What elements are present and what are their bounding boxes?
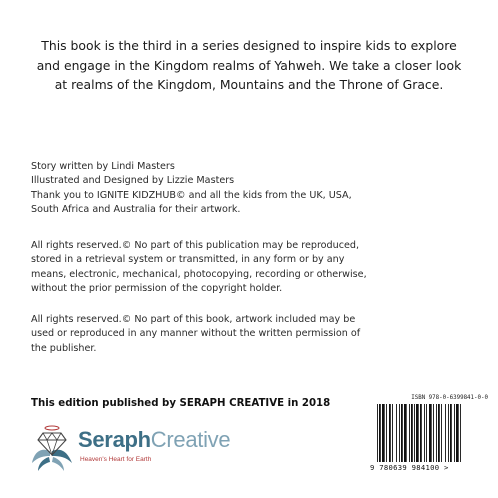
intro-line: This book is the third in a series designed to inspire kids to explore [41,38,457,53]
barcode-bar [392,404,393,462]
publisher-tagline: Heaven's Heart for Earth [80,456,152,463]
isbn-barcode [370,395,488,477]
barcode-bar [438,404,440,462]
seraph-diamond-icon [30,423,74,473]
credit-line: Illustrated and Designed by Lizzie Masters [31,175,235,187]
barcode-bar [426,404,427,462]
barcode-bar [450,404,452,462]
notice-line: stored in a retrieval system or transmitted, in any form or by any [31,254,345,266]
publisher-logo [30,423,240,473]
barcode-bar [454,404,455,462]
intro-line: at realms of the Kingdom, Mountains and the Throne of Grace. [54,77,444,92]
barcode-bar [436,404,437,462]
credit-line: Thank you to IGNITE KIDZHUB© and all the kids from the UK, USA, [31,189,352,201]
barcode-image [376,404,488,462]
credit-line: Story written by Lindi Masters [31,161,175,172]
barcode-bar [404,404,407,462]
barcode-bar [424,404,425,462]
barcode-bar [456,404,459,462]
publisher-name-part-1: Seraph [78,427,151,452]
barcode-bar [441,404,442,462]
credit-line: South Africa and Australia for their artwork. [31,204,241,216]
notice-line: the publisher. [31,342,97,354]
barcode-bar [433,404,434,462]
copyright-notice-publication [31,239,471,297]
barcode-bar [460,404,461,462]
barcode-bar [377,404,378,462]
barcode-bar [389,404,391,462]
intro-paragraph [18,36,480,95]
copyright-notice-book [31,313,471,356]
barcode-bar [448,404,449,462]
barcode-digits: 9 780639 984100 > [370,463,449,472]
barcode-bar [445,404,446,462]
publisher-name [78,427,230,453]
barcode-bar [414,404,415,462]
isbn-label: ISBN 978-0-6399841-0-0 [411,395,488,401]
notice-line: without the prior permission of the copyright holder. [31,283,283,295]
barcode-bar [399,404,400,462]
notice-line: All rights reserved.© No part of this publication may be reproduced, [31,240,360,251]
intro-line: and engage in the Kingdom realms of Yahweh. We take a closer look [36,57,462,73]
publisher-name-part-2: Creative [150,427,231,452]
barcode-bar [411,404,413,462]
credits-block [31,160,471,218]
notice-line: used or reproduced in any manner without the written permission of [31,328,361,340]
barcode-bar [386,404,387,462]
edition-statement: This edition published by SERAPH CREATIVE in 2018 [31,398,331,409]
notice-line: All rights reserved.© No part of this book, artwork included may be [31,314,356,325]
barcode-bar [420,404,422,462]
barcode-bar [416,404,419,462]
barcode-bar [382,404,385,462]
barcode-bar [429,404,432,462]
notice-line: means, electronic, mechanical, photocopying, recording or otherwise, [31,268,367,280]
barcode-bar [396,404,397,462]
barcode-bar [401,404,403,462]
barcode-bar [379,404,381,462]
barcode-bar [409,404,410,462]
